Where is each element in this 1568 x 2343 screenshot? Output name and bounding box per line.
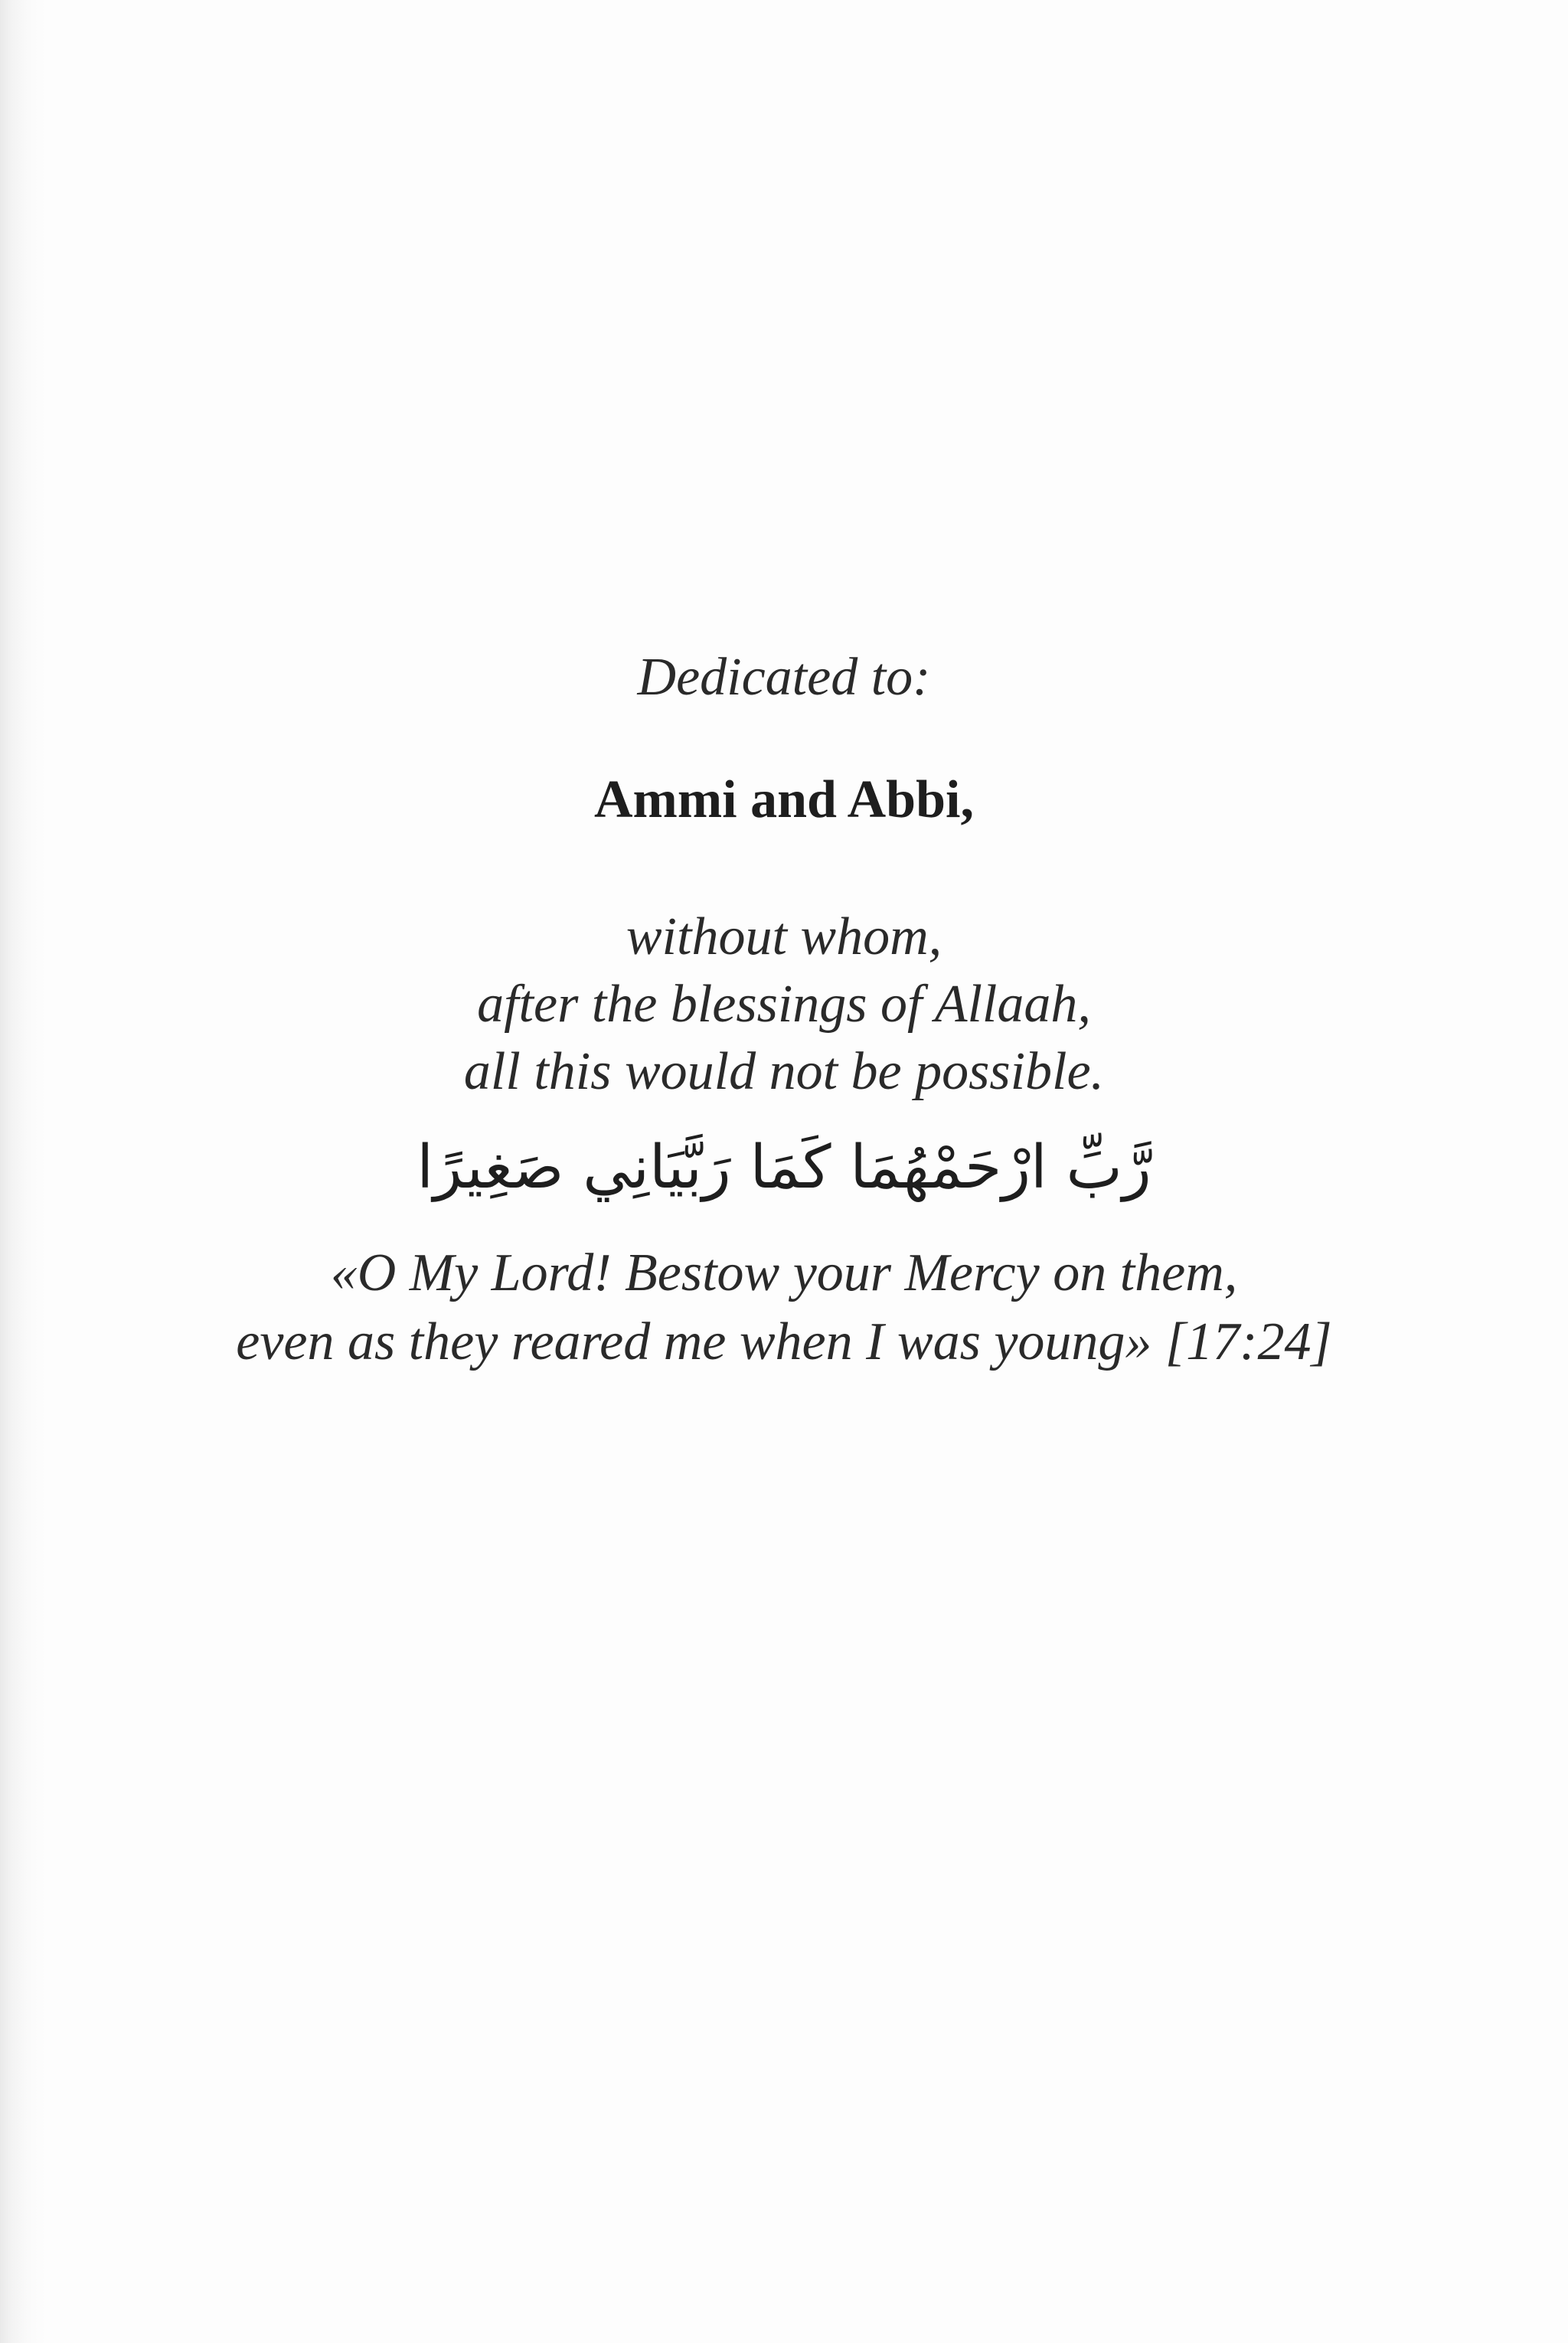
dedication-line: all this would not be possible. [463,1042,1105,1101]
dedication-line: after the blessings of Allaah, [477,975,1091,1034]
verse-translation [0,1239,1568,1377]
dedication-names: Ammi and Abbi, [594,770,974,829]
translation-line: «O My Lord! Bestow your Mercy on them, [330,1243,1238,1302]
dedication-heading: Dedicated to: [637,648,931,707]
arabic-verse: رَّبِّ ارْحَمْهُمَا كَمَا رَبَّيَانِي صَغِيرًا [416,1133,1152,1202]
translation-line: even as they reared me when I was young» [17:24] [236,1312,1332,1371]
dedication-line: without whom, [626,907,942,966]
dedication-text [0,904,1568,1106]
